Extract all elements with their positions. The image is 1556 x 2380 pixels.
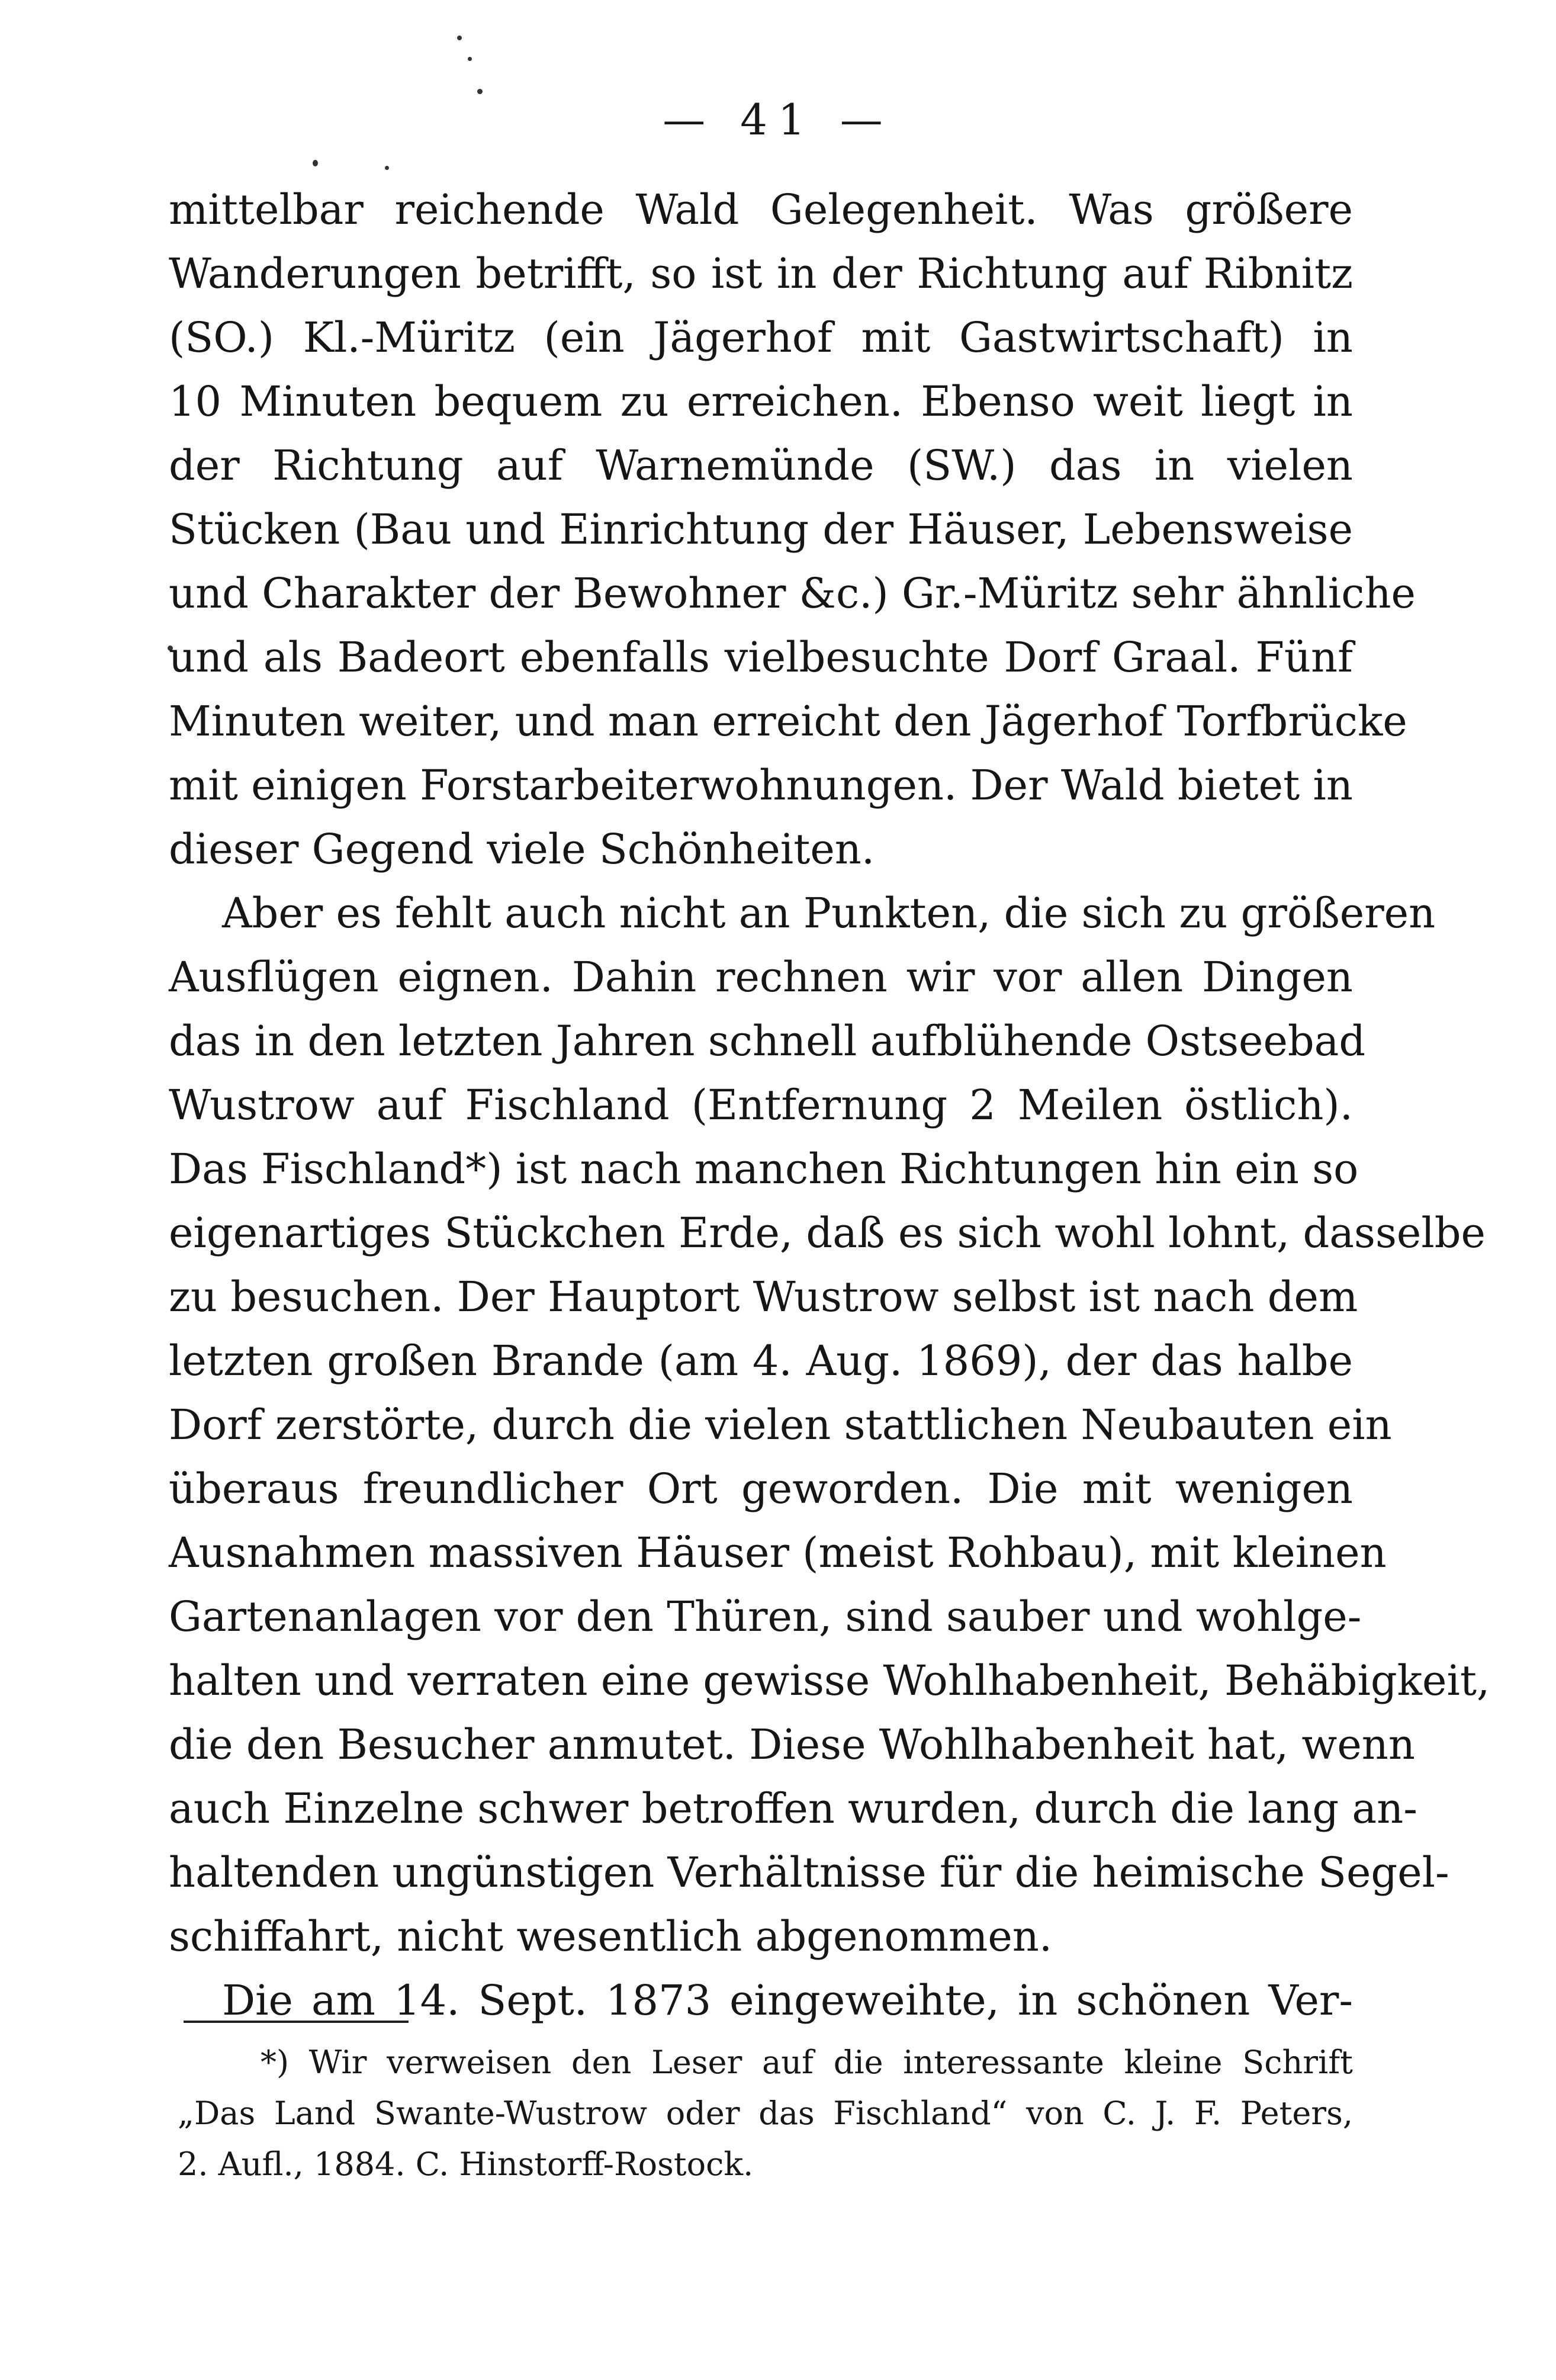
text-line: haltenden ungünstigen Verhältnisse für die heimische Segel- (169, 1848, 1449, 1897)
text-line: (SO.) Kl.-Müritz (ein Jägerhof mit Gastwirtschaft) in (169, 313, 1353, 362)
text-line: Wustrow auf Fischland (Entfernung 2 Meilen östlich). (169, 1081, 1353, 1129)
text-line: das in den letzten Jahren schnell aufblühende Ostseebad (169, 1017, 1366, 1065)
text-line: Aber es fehlt auch nicht an Punkten, die sich zu größeren (222, 889, 1436, 937)
text-line: Stücken (Bau und Einrichtung der Häuser, Lebensweise (169, 505, 1353, 554)
text-line: Dorf zerstörte, durch die vielen stattlichen Neubauten ein (169, 1401, 1392, 1449)
text-line: 10 Minuten bequem zu erreichen. Ebenso weit liegt in (169, 377, 1353, 426)
text-line: Wanderungen betrifft, so ist in der Richtung auf Ribnitz (169, 249, 1353, 298)
footnote-line: *) Wir verweisen den Leser auf die interessante kleine Schrift (261, 2044, 1353, 2081)
text-line: Das Fischland*) ist nach manchen Richtungen hin ein so (169, 1145, 1359, 1193)
text-line: der Richtung auf Warnemünde (SW.) das in vielen (169, 441, 1353, 490)
print-speck (468, 57, 472, 61)
footnote-line: 2. Aufl., 1884. C. Hinstorff-Rostock. (178, 2145, 754, 2183)
text-line: eigenartiges Stückchen Erde, daß es sich wohl lohnt, dasselbe (169, 1209, 1486, 1257)
text-line: letzten großen Brande (am 4. Aug. 1869), der das halbe (169, 1337, 1353, 1385)
text-line: die den Besucher anmutet. Diese Wohlhabenheit hat, wenn (169, 1720, 1415, 1769)
text-line: auch Einzelne schwer betroffen wurden, durch die lang an- (169, 1784, 1417, 1833)
print-speck (313, 160, 318, 166)
paragraph (169, 178, 1416, 881)
text-line: und Charakter der Bewohner &c.) Gr.-Müritz sehr ähnliche (169, 569, 1416, 618)
footnote-line: „Das Land Swante-Wustrow oder das Fischland“ von C. J. F. Peters, (178, 2095, 1353, 2132)
text-line: Die am 14. Sept. 1873 eingeweihte, in schönen Ver- (222, 1976, 1353, 2025)
print-speck (385, 166, 389, 170)
text-line: Ausflügen eignen. Dahin rechnen wir vor allen Dingen (169, 953, 1353, 1001)
text-line: Gartenanlagen vor den Thüren, sind sauber und wohlge- (169, 1592, 1362, 1641)
page-number: — 41 — (663, 95, 893, 144)
text-line: dieser Gegend viele Schönheiten. (169, 825, 875, 873)
text-line: halten und verraten eine gewisse Wohlhabenheit, Behäbigkeit, (169, 1656, 1490, 1705)
main-text (169, 178, 1490, 2032)
text-line: mit einigen Forstarbeiterwohnungen. Der Wald bietet in (169, 761, 1353, 810)
text-line: und als Badeort ebenfalls vielbesuchte Dorf Graal. Fünf (169, 633, 1353, 682)
text-line: überaus freundlicher Ort geworden. Die mit wenigen (169, 1464, 1353, 1513)
text-line: Minuten weiter, und man erreicht den Jägerhof Torfbrücke (169, 697, 1407, 746)
text-line: Ausnahmen massiven Häuser (meist Rohbau), mit kleinen (169, 1528, 1387, 1577)
print-speck (477, 89, 483, 94)
footnote-divider (184, 2021, 409, 2023)
footnote (178, 2037, 1353, 2190)
text-line: schiffahrt, nicht wesentlich abgenommen. (169, 1912, 1053, 1961)
paragraph (169, 881, 1490, 1968)
print-speck (457, 36, 462, 40)
text-line: mittelbar reichende Wald Gelegenheit. Was größere (169, 185, 1353, 234)
text-line: zu besuchen. Der Hauptort Wustrow selbst ist nach dem (169, 1273, 1358, 1321)
